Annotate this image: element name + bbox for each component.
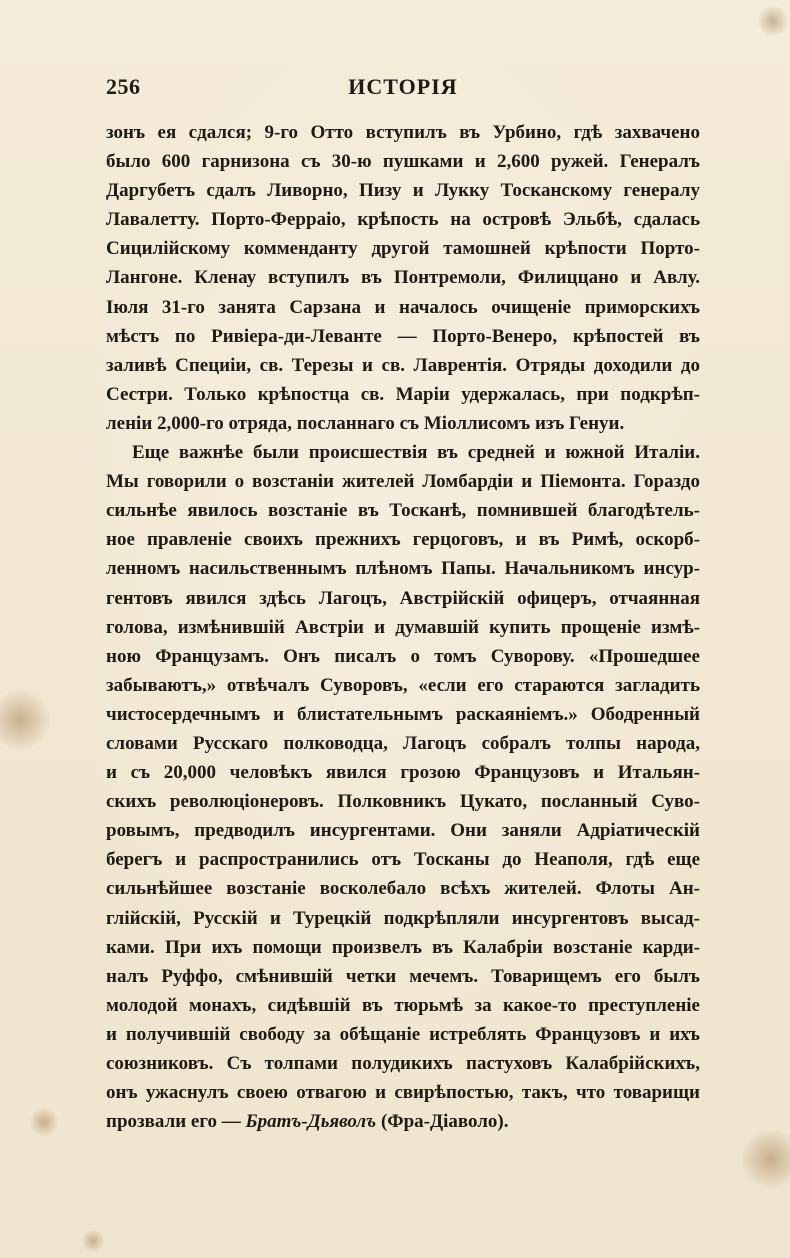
- text-line: и получившій свободу за обѣщаніе истреблять Французовъ и ихъ: [106, 1023, 700, 1045]
- text-line: ленномъ насильственнымъ плѣномъ Папы. Начальникомъ инсур-: [106, 558, 700, 580]
- text-line: берегъ и распространились отъ Тосканы до Неаполя, гдѣ еще: [106, 849, 700, 871]
- nickname-italic: Братъ-Дьяволъ: [245, 1111, 377, 1133]
- running-head-title: ИСТОРІЯ: [348, 74, 458, 99]
- body-text: [106, 118, 700, 1136]
- text-line: Іюля 31-го занята Сарзана и началось очищеніе приморскихъ: [106, 296, 700, 318]
- text-line: онъ ужаснулъ своею отвагою и свирѣпостью, такъ, что товарищи: [106, 1082, 700, 1104]
- text-line: и съ 20,000 человѣкъ явился грозою Французовъ и Итальян-: [106, 762, 700, 784]
- text-line: Сицилійскому комменданту другой тамошней крѣпости Порто-: [106, 238, 700, 260]
- page-number: 256: [106, 74, 141, 99]
- text-line: мѣстъ по Ривіера-ди-Леванте — Порто-Венеро, крѣпостей въ: [106, 325, 700, 347]
- text-line: гентовъ явился здѣсь Лагоцъ, Австрійскій офицеръ, отчаянная: [106, 587, 700, 609]
- text-line: ками. При ихъ помощи произвелъ въ Калабріи возстаніе карди-: [106, 936, 700, 958]
- text-line: ровымъ, предводилъ инсургентами. Они заняли Адріатическій: [106, 820, 700, 842]
- text-line: скихъ революціонеровъ. Полковникъ Цукато, посланный Суво-: [106, 791, 700, 813]
- text-line: ное правленіе своихъ прежнихъ герцоговъ, и въ Римѣ, оскорб-: [106, 529, 700, 551]
- text-line: глійскій, Русскій и Турецкій подкрѣпляли инсургентовъ высад-: [106, 907, 700, 929]
- foxing-stain: [758, 6, 788, 36]
- paragraph-start-line: Еще важнѣе были происшествія въ средней и южной Италіи.: [132, 442, 700, 464]
- text-line: словами Русскаго полководца, Лагоцъ собралъ толпы народа,: [106, 732, 700, 754]
- final-line-start: прозвали его —: [106, 1111, 246, 1133]
- final-line-end: (Фра-Діаволо).: [376, 1111, 509, 1133]
- page-header: [106, 74, 700, 104]
- text-line: Сестри. Только крѣпостца св. Маріи удержалась, при подкрѣп-: [106, 383, 700, 405]
- text-line: Лангоне. Кленау вступилъ въ Понтремоли, Филиццано и Авлу.: [106, 267, 700, 289]
- text-line: Мы говорили о возстаніи жителей Ломбардіи и Піемонта. Гораздо: [106, 471, 700, 493]
- text-line: заливѣ Специіи, св. Терезы и св. Лаврентія. Отряды доходили до: [106, 354, 700, 376]
- text-line: голова, измѣнившій Австріи и думавшій купить прощеніе измѣ-: [106, 616, 700, 638]
- paragraph-end-line: леніи 2,000-го отряда, посланнаго съ Міоллисомъ изъ Генуи.: [106, 412, 625, 434]
- text-line: союзниковъ. Съ толпами полудикихъ пастуховъ Калабрійскихъ,: [106, 1053, 700, 1074]
- text-line: сильнѣйшее возстаніе восколебало всѣхъ жителей. Флоты Ан-: [106, 878, 700, 900]
- text-line: зонъ ея сдался; 9-го Отто вступилъ въ Урбино, гдѣ захвачено: [106, 122, 700, 143]
- text-line: забываютъ,» отвѣчалъ Суворовъ, «если его стараются загладить: [106, 674, 700, 696]
- text-line: ною Французамъ. Онъ писалъ о томъ Суворову. «Прошедшее: [106, 645, 700, 667]
- text-line: чистосердечнымъ и блистательнымъ раскаяніемъ.» Ободренный: [106, 703, 700, 725]
- foxing-stain: [30, 1108, 58, 1136]
- foxing-stain: [82, 1230, 104, 1252]
- foxing-stain: [0, 690, 50, 750]
- final-line: [106, 1107, 700, 1136]
- text-line: Даргубетъ сдалъ Ливорно, Пизу и Лукку Тосканскому генералу: [106, 180, 700, 202]
- text-line: было 600 гарнизона съ 30-ю пушками и 2,600 ружей. Генералъ: [106, 151, 700, 173]
- text-line: налъ Руффо, смѣнившій четки мечемъ. Товарищемъ его былъ: [106, 965, 700, 987]
- foxing-stain: [742, 1130, 790, 1188]
- text-line: молодой монахъ, сидѣвшій въ тюрьмѣ за какое-то преступленіе: [106, 994, 700, 1016]
- text-line: Лавалетту. Порто-Ферраіо, крѣпость на островѣ Эльбѣ, сдалась: [106, 209, 700, 231]
- text-line: сильнѣе явилось возстаніе въ Тосканѣ, помнившей благодѣтель-: [106, 500, 700, 522]
